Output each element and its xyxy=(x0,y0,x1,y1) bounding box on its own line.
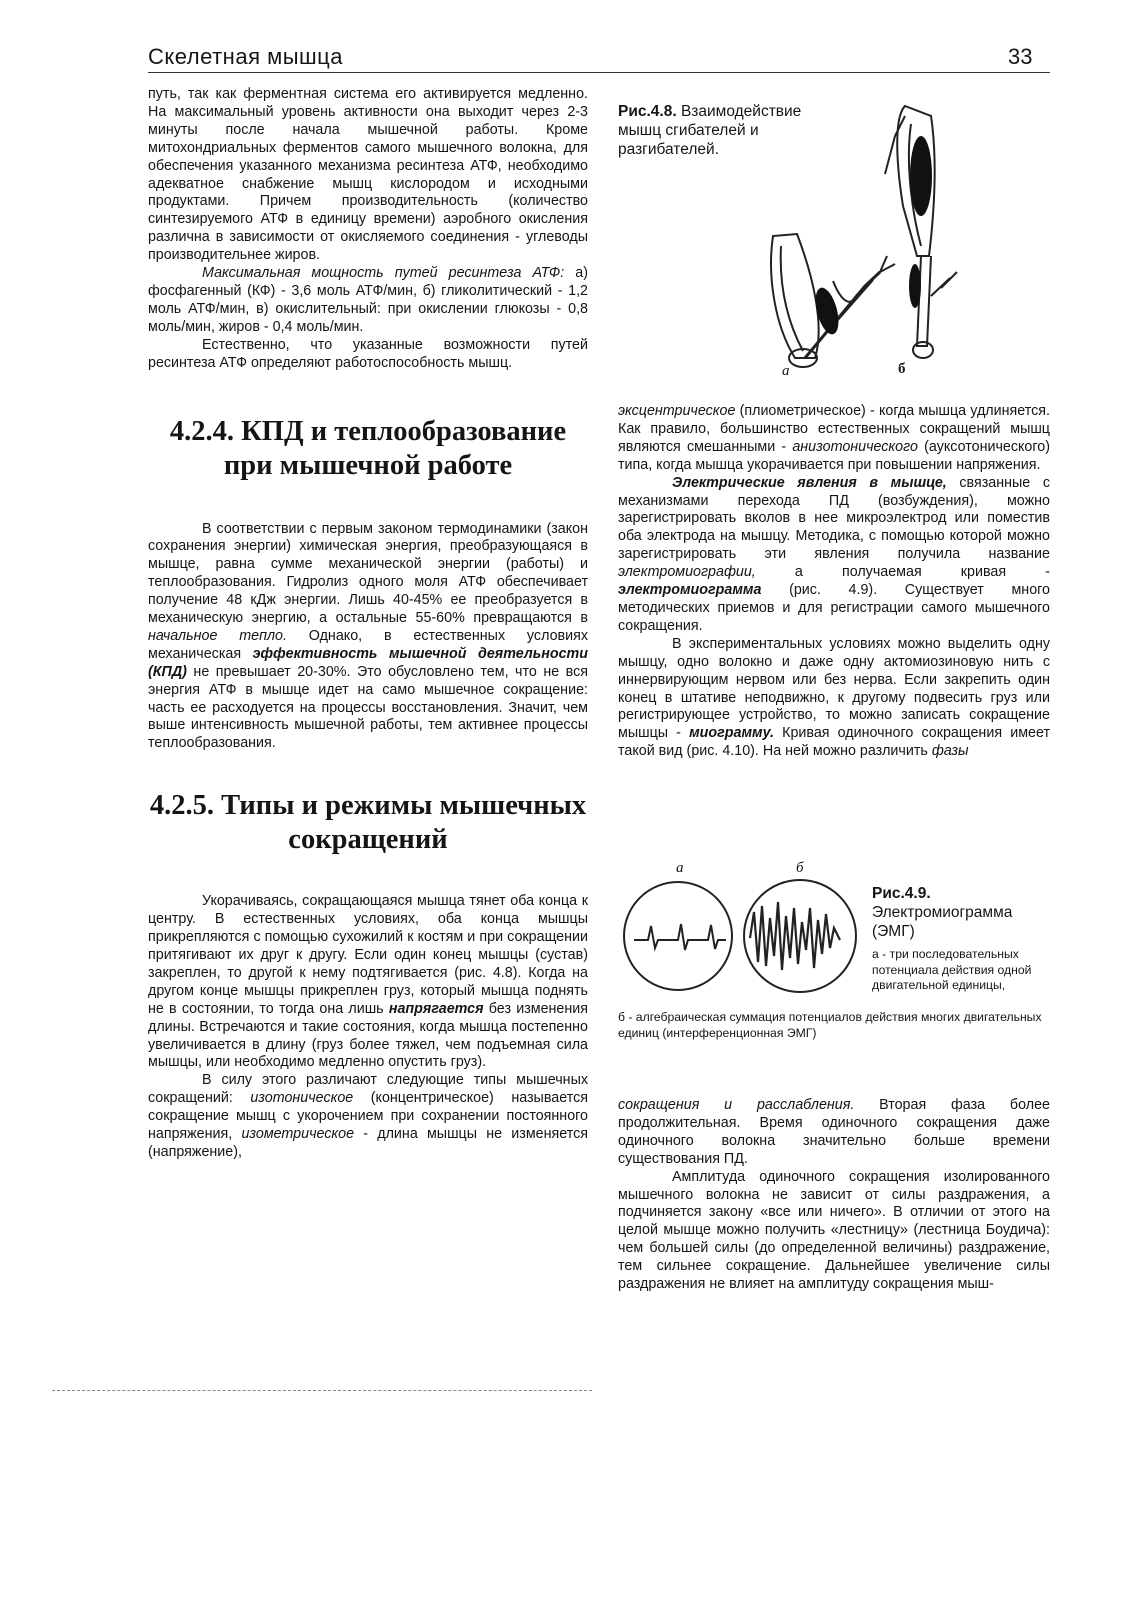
paragraph: Максимальная мощность путей ресинтеза АТФ: а) фосфагенный (КФ) - 3,6 моль АТФ/мин, б) гликолитический - 1,2 моль АТФ/мин, в) окислительный: при окислении глюкозы - 0,8 моль/мин, жиров - 0,4 моль/мин. xyxy=(148,265,588,335)
paragraph: В силу этого различают следующие типы мышечных сокращений: изотоническое (концентрическое) называется сокращение мышц с укорочением при сохранении постоянного напряжения, изометрическое - длина мышцы не изменяется (напряжение), xyxy=(148,1072,588,1160)
muscle-figure-illustration xyxy=(745,96,1055,386)
figure-4-9-description-a: а - три последовательных потенциала действия одной двигательной единицы, xyxy=(872,947,1032,992)
page-number: 33 xyxy=(1008,44,1033,69)
section-heading-4-2-5: 4.2.5. Типы и режимы мышечных сокращений xyxy=(149,790,587,856)
figure-4-9-caption: Рис.4.9. Электромиограмма (ЭМГ) а - три последовательных потенциала действия одной двигательной единицы, xyxy=(872,884,1050,994)
page-bottom-rule xyxy=(52,1390,592,1391)
figure-4-9-label-a: а xyxy=(676,860,684,876)
paragraph: В экспериментальных условиях можно выделить одну мышцу, одно волокно и даже одну актомиозиновую нить с иннервирующим нервом или без нерва. Если закрепить один конец в штативе неподвижно, к другому подвесить груз или регистрирующее устройство, то можно записать сокращение мышцы - миограмму. Кривая одиночного сокращения имеет такой вид (рис. 4.10). На ней можно различить фазы xyxy=(618,635,1050,760)
emg-figure xyxy=(618,878,868,996)
paragraph: эксцентрическое (плиометрическое) - когда мышца удлиняется. Как правило, большинство естественных сокращений мышц являются смешанными - анизотонического (ауксотонического) типа, когда мышца укорачивается при повышении напряжения. xyxy=(618,403,1050,473)
right-column-lower xyxy=(618,1097,1050,1294)
right-column-upper xyxy=(618,403,1050,761)
section-heading-4-2-4: 4.2.4. КПД и теплообразование при мышечной работе xyxy=(169,415,567,481)
paragraph: В соответствии с первым законом термодинамики (закон сохранения энергии) химическая энергия, преобразующаяся в мышце, равна сумме механической энергии (работы) и теплообразования. Гидролиз одного моля АТФ обеспечивает получение 48 кДж энергии. Лишь 40-45% ее преобразуется в механическую энергию, а остальные 55-60% превращаются в начальное тепло. Однако, в естественных условиях механическая эффективность мышечной деятельности (КПД) не превышает 20-30%. Это обусловлено тем, что не вся энергия АТФ в мышце идет на само мышечное сокращение: часть ее расходуется на процессы восстановления. Значит, чем выше интенсивность мышечной работы, тем активнее процессы теплообразования. xyxy=(148,520,588,752)
figure-4-8-label-a: а xyxy=(782,363,790,379)
header-rule xyxy=(148,72,1050,73)
paragraph: Укорачиваясь, сокращающаяся мышца тянет оба конца к центру. В естественных условиях, оба конца мышцы прикрепляются с помощью сухожилий к костям и при сокращении притягивают их друг к другу. Если один конец мышцы (сустав) закреплен, то другой к нему подтягивается (рис. 4.8). Когда на другом конце мышцы прикреплен груз, который мышца поднять не в состоянии, то тогда она лишь напрягается без изменения длины. Встречаются и такие состояния, когда мышца постепенно увеличивается в длину (груз более тяжел, чем подъемная сила мышцы, или необходимо медленно опустить груз). xyxy=(148,893,588,1071)
running-header-title: Скелетная мышца xyxy=(148,44,344,69)
paragraph: Естественно, что указанные возможности путей ресинтеза АТФ определяют работоспособность мышц. xyxy=(148,336,588,371)
figure-4-9-description-b: б - алгебраическая суммация потенциалов действия многих двигательных единиц (интерференционная ЭМГ) xyxy=(618,1010,1042,1040)
paragraph: Амплитуда одиночного сокращения изолированного мышечного волокна не зависит от силы раздражения, а подчиняется закону «все или ничего». В отличии от этого на целой мышце можно получить «лестницу» (лестница Боудича): чем большей силы (до определенной величины) раздражение, тем сильнее сокращение. Дальнейшее увеличение силы раздражения не влияет на амплитуду сокращения мыш- xyxy=(618,1168,1050,1293)
left-column xyxy=(148,86,588,1162)
paragraph: путь, так как ферментная система его активируется медленно. На максимальный уровень активности она выходит через 2-3 минуты после начала мышечной работы. Кроме митохондриальных ферментов самого мышечного волокна, для обеспечения указанного механизма ресинтеза АТФ, необходимо адекватное снабжение мышц кислородом и исходными продуктами. Причем производительность (количество синтезируемого АТФ в единицу времени) аэробного окисления различна в зависимости от окисляемого соединения - углеводы производительнее жиров. xyxy=(148,86,588,264)
figure-4-8-label-b: б xyxy=(898,361,906,377)
figure-4-9-label-b: б xyxy=(796,860,804,876)
paragraph: Электрические явления в мышце, связанные с механизмами перехода ПД (возбуждения), можно зарегистрировать вколов в нее микроэлектрод или поместив оба электрода на мышцу. Методика, с помощью которой можно зарегистрировать эти явления получила название электромиографии, а получаемая кривая - электромиограмма (рис. 4.9). Существует много методических приемов и для регистрации самого мышечного сокращения. xyxy=(618,474,1050,634)
figure-4-8-caption: Рис.4.8. Взаимодействие мышц сгибателей и разгибателей. xyxy=(618,103,802,158)
paragraph: сокращения и расслабления. Вторая фаза более продолжительная. Время одиночного сокращения даже одиночного волокна значительно больше времени существования ПД. xyxy=(618,1097,1050,1167)
